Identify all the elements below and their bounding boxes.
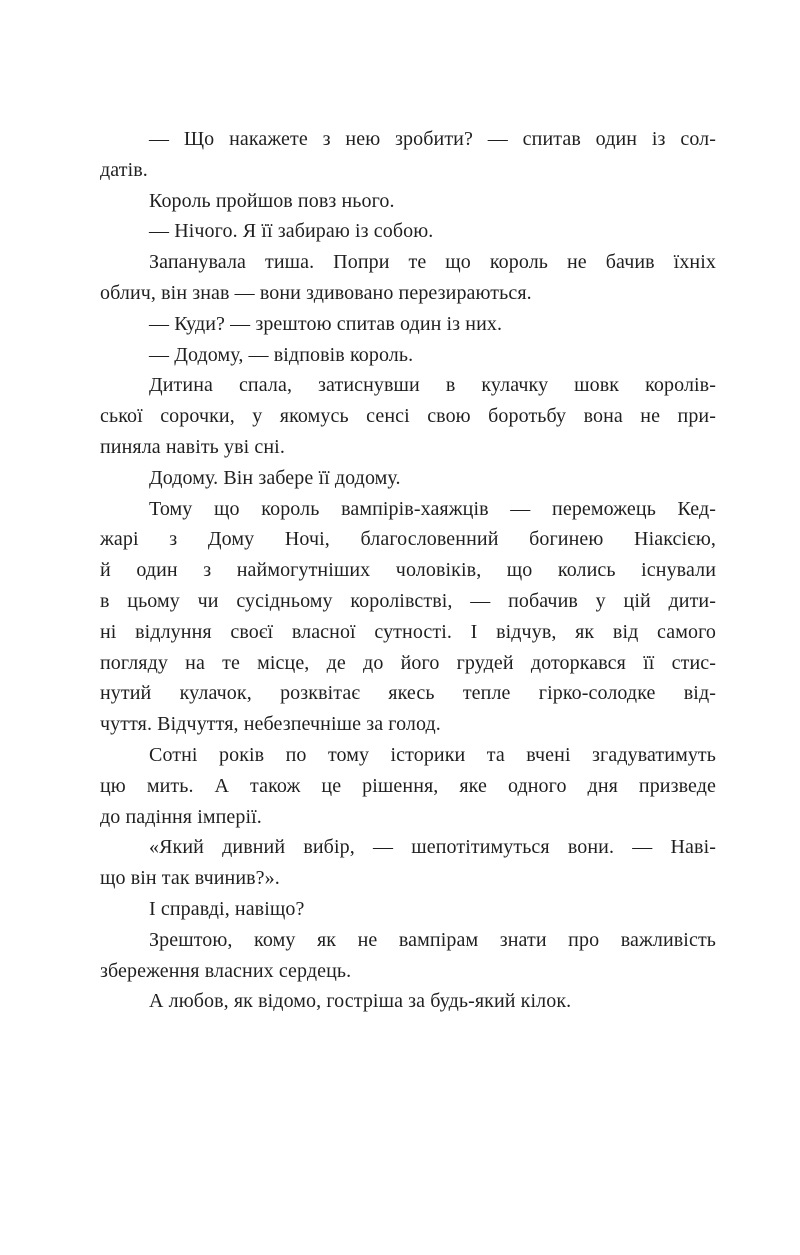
paragraph xyxy=(100,925,716,987)
text-line: ні відлуння своєї власної сутності. І відчув, як від самого xyxy=(100,620,716,643)
paragraph xyxy=(100,216,716,247)
paragraph xyxy=(100,370,716,462)
paragraph xyxy=(100,309,716,340)
text-line: датів. xyxy=(100,158,148,181)
text-line: ської сорочки, у якомусь сенсі свою боротьбу вона не при- xyxy=(100,405,716,428)
text-line: Король пройшов повз нього. xyxy=(149,189,395,212)
paragraph xyxy=(100,463,716,494)
text-line: цю мить. А також це рішення, яке одного дня призведе xyxy=(100,774,716,797)
text-line: й один з наймогутніших чоловіків, що колись існували xyxy=(100,559,716,582)
text-line: Запанувала тиша. Попри те що король не бачив їхніх xyxy=(149,251,716,274)
text-line: — Що накажете з нею зробити? — спитав один із сол- xyxy=(149,128,716,150)
text-line: — Нічого. Я її забираю із собою. xyxy=(149,220,434,243)
text-line: в цьому чи сусідньому королівстві, — побачив у цій дити- xyxy=(100,589,716,612)
text-line: облич, він знав — вони здивовано перезираються. xyxy=(100,281,532,304)
paragraph xyxy=(100,494,716,740)
text-line: що він так вчинив?». xyxy=(100,867,280,890)
text-line: погляду на те місце, де до його грудей доторкався її стис- xyxy=(100,651,716,674)
text-line: Дитина спала, затиснувши в кулачку шовк королів- xyxy=(149,374,716,397)
text-line: жарі з Дому Ночі, благословенний богинею Ніаксією, xyxy=(100,528,716,551)
paragraph xyxy=(100,247,716,309)
paragraph xyxy=(100,740,716,832)
text-line: чуття. Відчуття, небезпечніше за голод. xyxy=(100,713,441,736)
text-line: Додому. Він забере її додому. xyxy=(149,466,401,489)
text-line: А любов, як відомо, гостріша за будь-який кілок. xyxy=(149,990,572,1013)
paragraph xyxy=(100,340,716,371)
text-line: Зрештою, кому як не вампірам знати про важливість xyxy=(149,928,716,951)
text-line: нутий кулачок, розквітає якесь тепле гірко-солодке від- xyxy=(100,682,716,705)
paragraph xyxy=(100,124,716,186)
text-line: — Куди? — зрештою спитав один із них. xyxy=(149,312,503,335)
text-line: І справді, навіщо? xyxy=(149,897,305,920)
text-block xyxy=(100,124,716,1017)
text-line: Тому що король вампірів-хаяжців — переможець Кед- xyxy=(149,497,716,520)
paragraph xyxy=(100,986,716,1017)
paragraph xyxy=(100,894,716,925)
text-line: — Додому, — відповів король. xyxy=(149,343,414,366)
text-line: Сотні років по тому історики та вчені згадуватимуть xyxy=(149,743,716,766)
text-line: пиняла навіть уві сні. xyxy=(100,435,285,458)
paragraph xyxy=(100,832,716,894)
text-line: до падіння імперії. xyxy=(100,805,262,828)
paragraph xyxy=(100,186,716,217)
text-line: збереження власних сердець. xyxy=(100,959,352,982)
text-line: «Який дивний вибір, — шепотітимуться вони. — Наві- xyxy=(149,836,716,859)
